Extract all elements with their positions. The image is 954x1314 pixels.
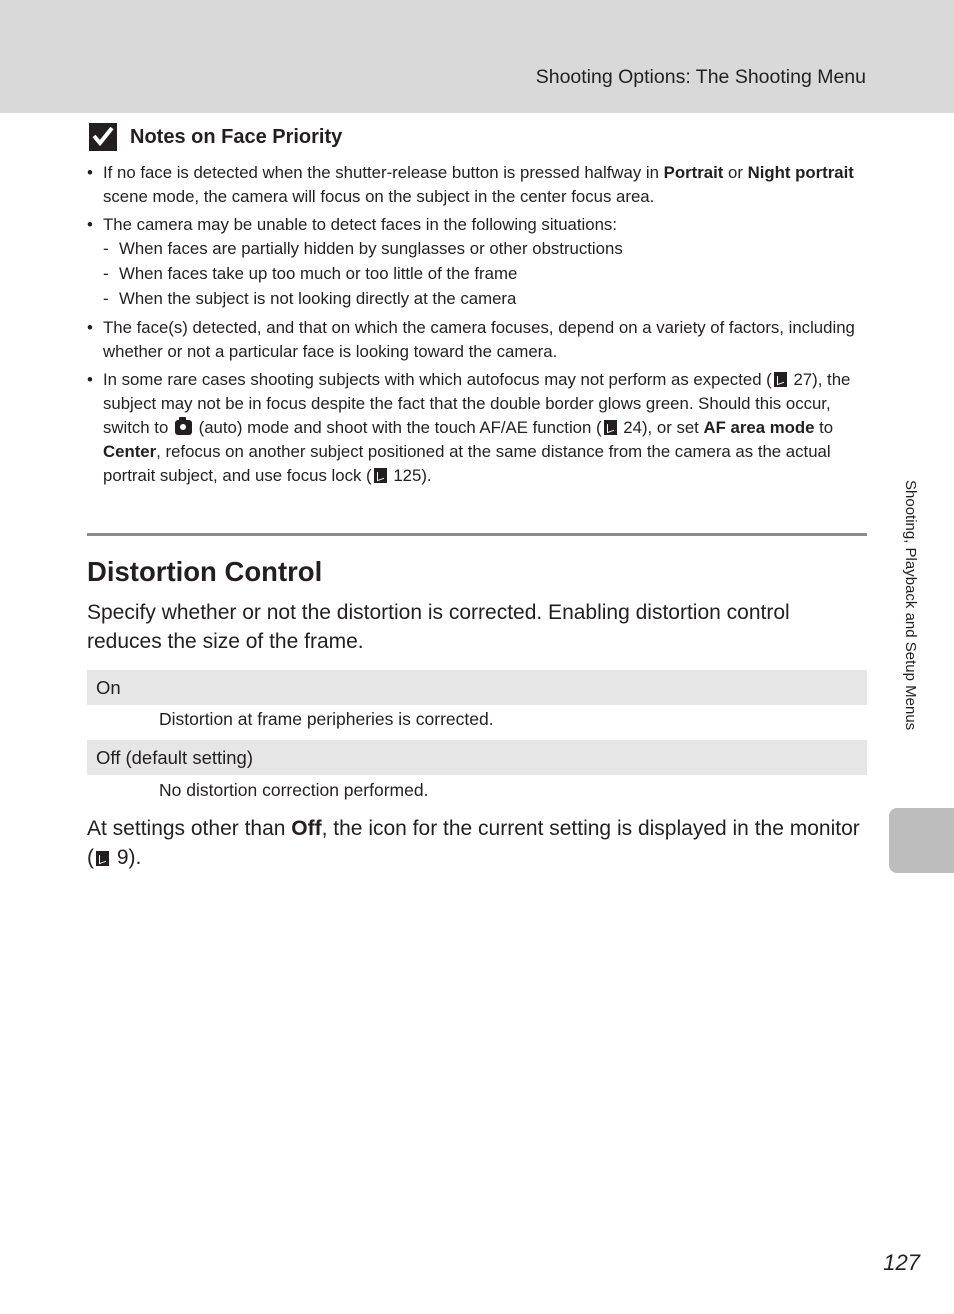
outro-bold: Off <box>291 817 322 840</box>
notes-title: Notes on Face Priority <box>130 125 343 148</box>
note-bold: Center <box>103 442 157 461</box>
note-text: (auto) mode and shoot with the touch AF/AE function ( <box>193 418 602 437</box>
header-band <box>0 0 954 113</box>
note-text: In some rare cases shooting subjects with which autofocus may not perform as expected ( <box>103 370 772 389</box>
running-header: Shooting Options: The Shooting Menu <box>535 66 866 88</box>
note-text: If no face is detected when the shutter-release button is pressed halfway in <box>103 163 664 182</box>
note-text: , refocus on another subject positioned at the same distance from the camera as the actual portrait subject, and use focus lock ( <box>103 442 831 485</box>
page-reference-icon <box>96 851 109 866</box>
outro-text: , the icon for the current setting is displayed in the monitor ( <box>87 817 860 869</box>
bullet: • <box>87 163 93 182</box>
checkmark-note-icon <box>88 122 118 152</box>
note-bold: AF area mode <box>703 418 815 437</box>
note-text: ). <box>421 466 432 485</box>
notes-heading <box>88 121 342 153</box>
notes-list <box>87 161 867 492</box>
side-tab <box>889 808 954 873</box>
page-reference: 125 <box>393 466 422 485</box>
note-bold: Night portrait <box>747 163 854 182</box>
page-reference-icon <box>774 372 787 387</box>
outro-text: ). <box>128 846 142 869</box>
sub-item-text: When faces take up too much or too little of the frame <box>119 264 518 283</box>
note-text: to <box>814 418 834 437</box>
option-row-on: On <box>87 670 867 705</box>
side-tab-label: Shooting, Playback and Setup Menus <box>902 480 919 731</box>
section-outro <box>87 814 867 872</box>
note-item <box>87 213 867 312</box>
sub-item: - When the subject is not looking directly at the camera <box>103 289 517 308</box>
note-bold: Portrait <box>663 163 724 182</box>
note-text: scene mode, the camera will focus on the subject in the center focus area. <box>103 187 655 206</box>
sub-item-text: When the subject is not looking directly at the camera <box>119 289 517 308</box>
sub-item: - When faces take up too much or too little of the frame <box>103 264 518 283</box>
section-intro: Specify whether or not the distortion is corrected. Enabling distortion control reduces the size of the frame. <box>87 601 790 653</box>
option-description-off: No distortion correction performed. <box>159 780 429 800</box>
page-reference-icon <box>374 468 387 483</box>
page-reference-icon <box>604 420 617 435</box>
outro-text: At settings other than <box>87 817 292 840</box>
note-text: or <box>723 163 748 182</box>
auto-mode-camera-icon <box>175 420 192 435</box>
section-divider <box>87 533 867 536</box>
bullet: • <box>87 370 93 389</box>
option-description-on: Distortion at frame peripheries is corrected. <box>159 709 494 729</box>
note-item <box>87 368 867 488</box>
sub-item: - When faces are partially hidden by sunglasses or other obstructions <box>103 239 623 258</box>
sub-list <box>103 237 867 312</box>
option-row-off: Off (default setting) <box>87 740 867 775</box>
bullet: • <box>87 215 93 234</box>
note-text: ), or set <box>641 418 704 437</box>
sub-item-text: When faces are partially hidden by sunglasses or other obstructions <box>119 239 623 258</box>
bullet: • <box>87 318 93 337</box>
note-text: ), the subject may not be in focus despite the fact that the double border glows green. Should this occur, switch to <box>103 370 851 437</box>
note-item <box>87 161 867 209</box>
page-number: 127 <box>883 1250 920 1275</box>
section-title: Distortion Control <box>87 556 323 587</box>
page-reference: 9 <box>116 846 129 869</box>
note-text: The camera may be unable to detect faces in the following situations: <box>103 215 617 234</box>
page-reference: 27 <box>793 370 813 389</box>
note-text: The face(s) detected, and that on which the camera focuses, depend on a variety of factors, including whether or not a particular face is looking toward the camera. <box>103 318 855 361</box>
note-item <box>87 316 867 364</box>
page-reference: 24 <box>623 418 642 437</box>
